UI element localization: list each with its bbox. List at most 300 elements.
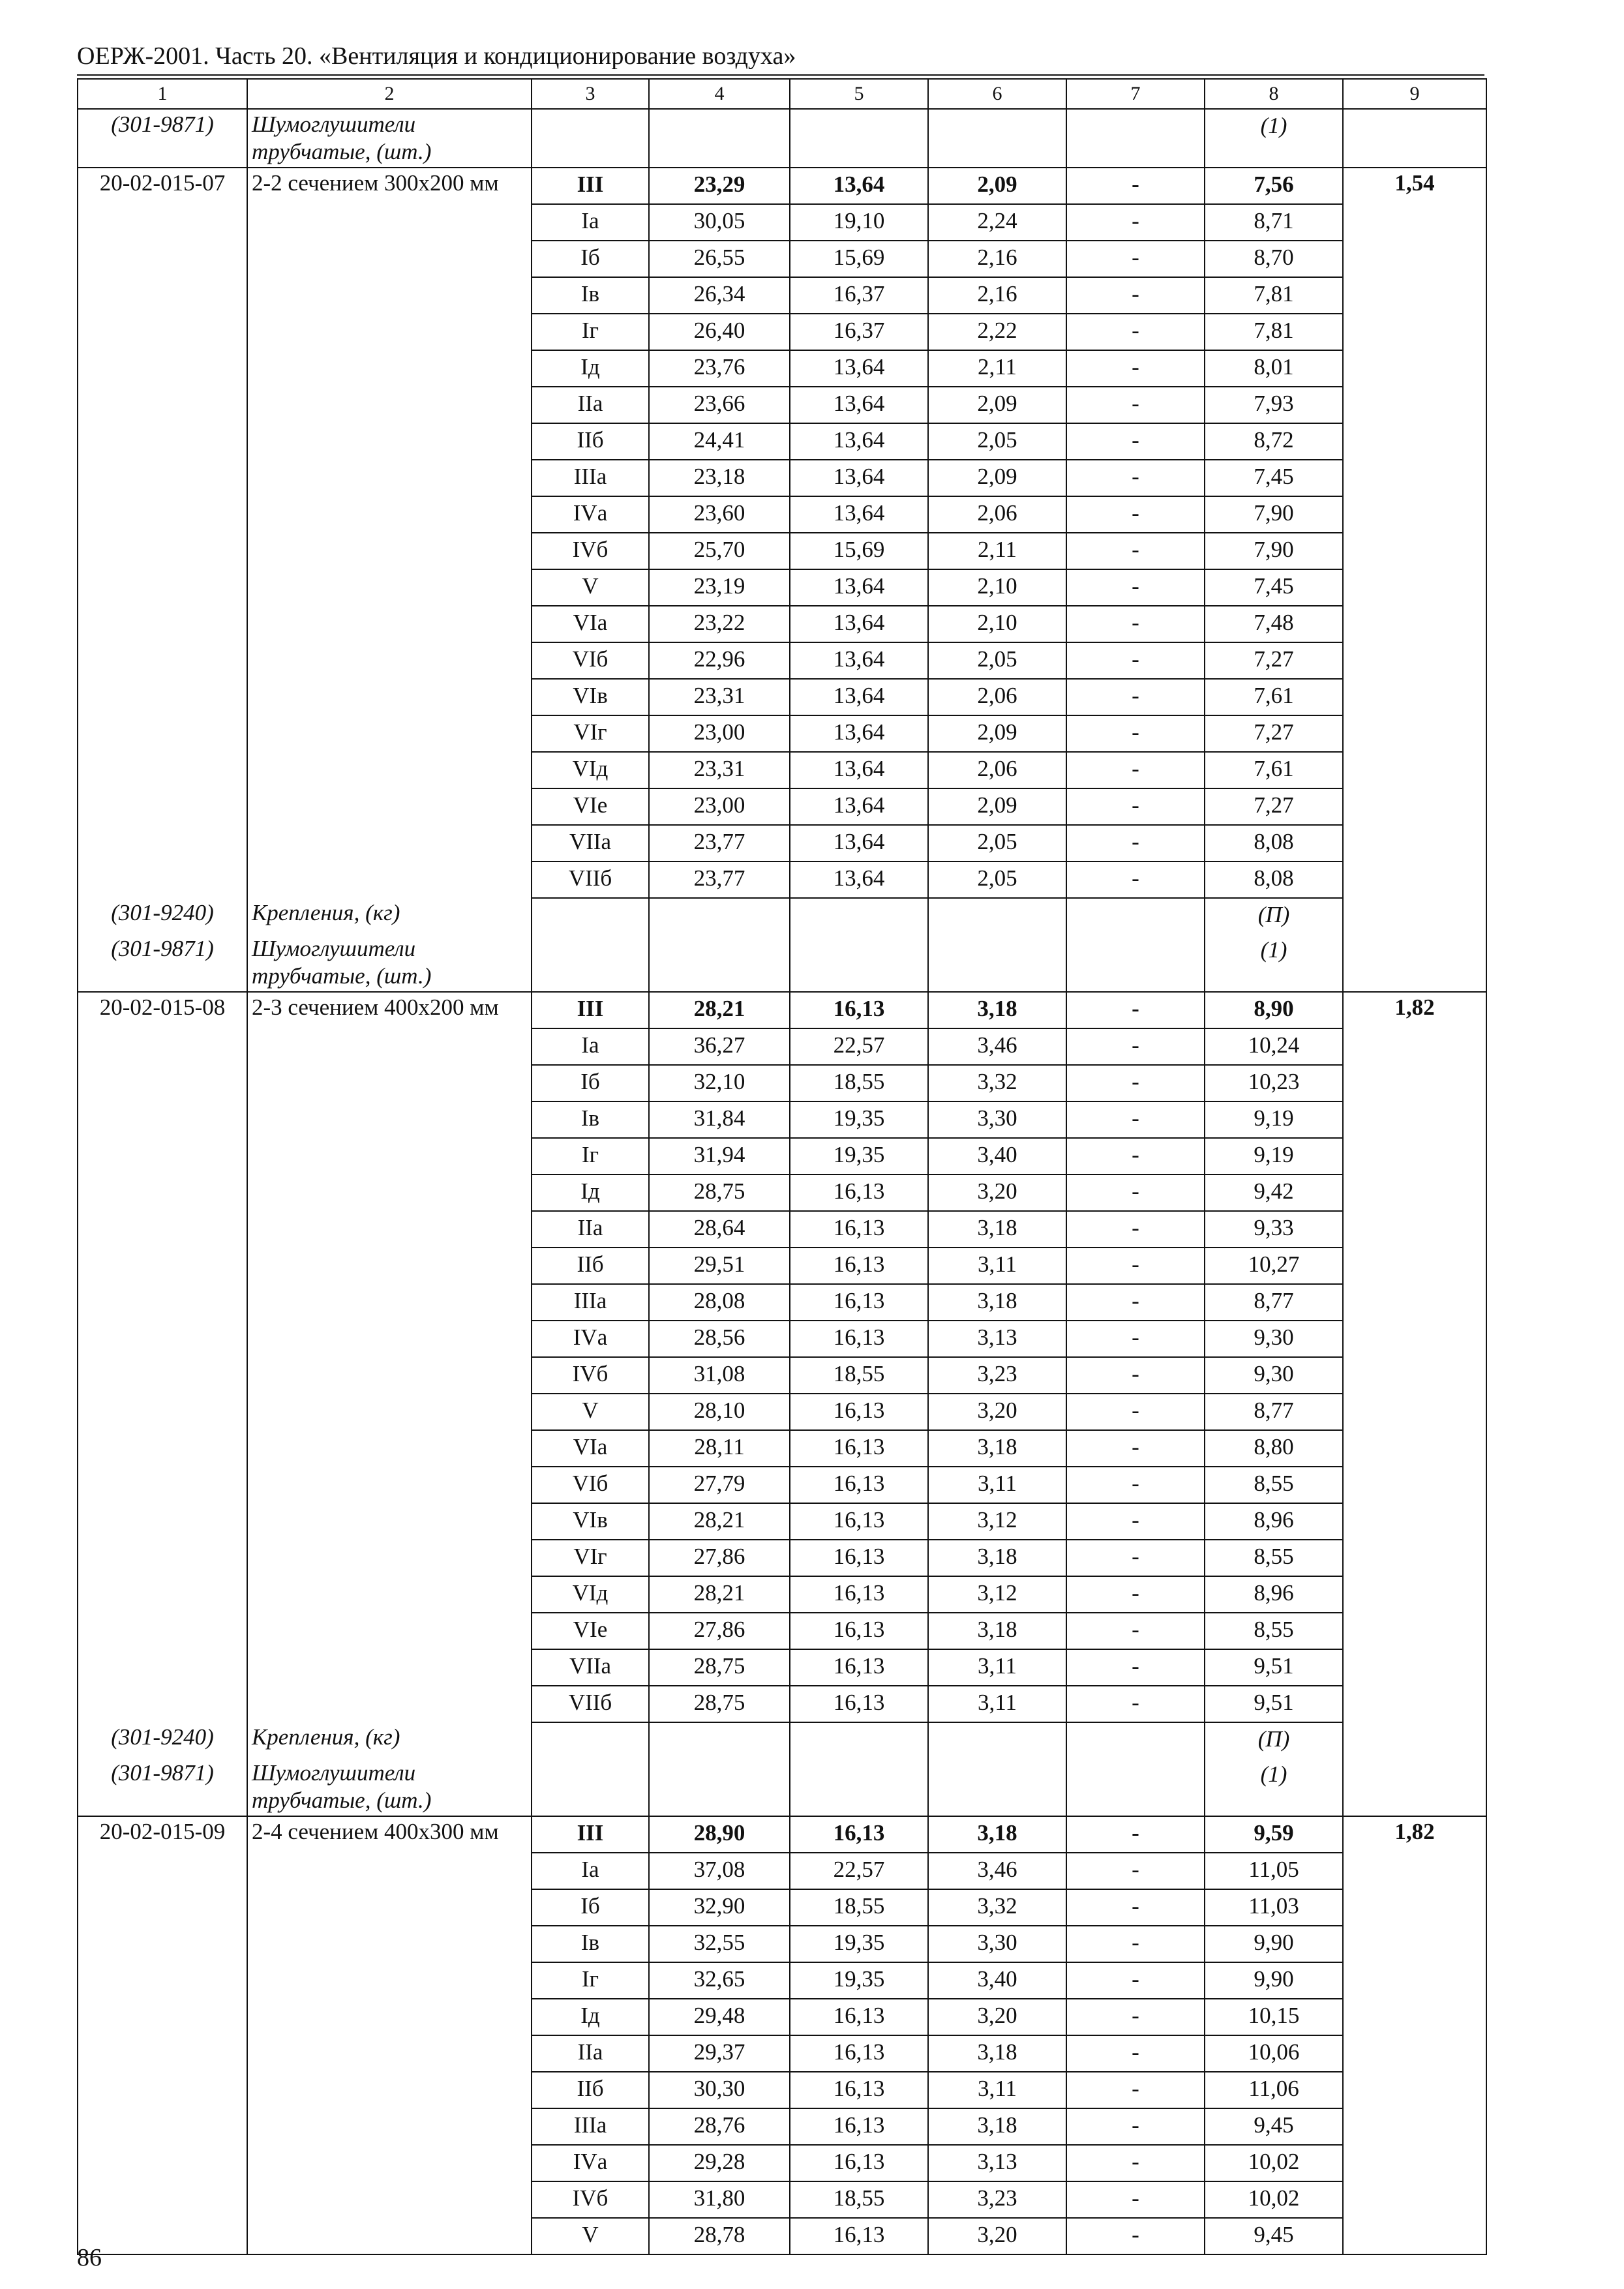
zone-cell: IIа: [532, 1211, 649, 1248]
zone-cell: Iб: [532, 241, 649, 277]
value-cell: 3,20: [928, 1394, 1066, 1430]
value-cell: -: [1066, 1467, 1205, 1503]
value-cell: 25,70: [649, 533, 790, 569]
zone-cell: VIа: [532, 1430, 649, 1467]
value-cell: 3,11: [928, 1248, 1066, 1284]
table-row: [78, 1503, 1486, 1540]
column-number: 1: [78, 79, 247, 109]
zone-cell: IIIа: [532, 1284, 649, 1321]
zone-cell: VIе: [532, 1613, 649, 1649]
value-cell: -: [1066, 1889, 1205, 1926]
value-cell: 18,55: [790, 1357, 928, 1394]
value-cell: 19,10: [790, 204, 928, 241]
table-row: [78, 314, 1486, 350]
table-row: [78, 679, 1486, 715]
note-row: [78, 1722, 1486, 1758]
value-cell: 1,82: [1343, 992, 1486, 1028]
value-cell: 11,05: [1205, 1853, 1343, 1889]
value-cell: 23,22: [649, 606, 790, 642]
value-cell: 10,02: [1205, 2181, 1343, 2218]
value-cell: 13,64: [790, 679, 928, 715]
table-row: [78, 1284, 1486, 1321]
value-cell: 28,78: [649, 2218, 790, 2254]
zone-cell: V: [532, 569, 649, 606]
value-cell: -: [1066, 2181, 1205, 2218]
zone-cell: VIг: [532, 715, 649, 752]
table-row: [78, 1321, 1486, 1357]
value-cell: 7,27: [1205, 715, 1343, 752]
value-cell: 10,02: [1205, 2145, 1343, 2181]
zone-cell: Iа: [532, 1028, 649, 1065]
table-row: [78, 861, 1486, 898]
table-row: [78, 1138, 1486, 1174]
zone-cell: Iг: [532, 1138, 649, 1174]
value-cell: 16,13: [790, 1394, 928, 1430]
value-cell: -: [1066, 752, 1205, 788]
value-cell: 13,64: [790, 788, 928, 825]
rate-name: 2-4 сечением 400x300 мм: [247, 1816, 532, 1853]
zone-cell: VIIб: [532, 1686, 649, 1722]
value-cell: 13,64: [790, 752, 928, 788]
value-cell: 19,35: [790, 1101, 928, 1138]
table-row: [78, 825, 1486, 861]
value-cell: 31,84: [649, 1101, 790, 1138]
value-cell: 7,90: [1205, 496, 1343, 533]
value-cell: 3,13: [928, 2145, 1066, 2181]
value-cell: 10,27: [1205, 1248, 1343, 1284]
value-cell: -: [1066, 1816, 1205, 1853]
value-cell: 3,18: [928, 1613, 1066, 1649]
table-row: [78, 496, 1486, 533]
value-cell: -: [1066, 1686, 1205, 1722]
table-body: [78, 79, 1486, 2254]
value-cell: 22,96: [649, 642, 790, 679]
value-cell: 16,13: [790, 1540, 928, 1576]
value-cell: 16,13: [790, 1576, 928, 1613]
value-cell: 27,79: [649, 1467, 790, 1503]
zone-cell: IIб: [532, 423, 649, 460]
value-cell: -: [1066, 1962, 1205, 1999]
value-cell: 3,30: [928, 1926, 1066, 1962]
note-code: (301-9240): [78, 898, 247, 934]
table-row: [78, 277, 1486, 314]
value-cell: 2,16: [928, 277, 1066, 314]
table-row: [78, 2145, 1486, 2181]
value-cell: 8,55: [1205, 1467, 1343, 1503]
value-cell: -: [1066, 642, 1205, 679]
value-cell: 16,13: [790, 2035, 928, 2072]
value-cell: 7,27: [1205, 642, 1343, 679]
value-cell: 3,20: [928, 1999, 1066, 2035]
value-cell: 8,77: [1205, 1394, 1343, 1430]
value-cell: 9,42: [1205, 1174, 1343, 1211]
table-row: [78, 642, 1486, 679]
value-cell: 16,13: [790, 1467, 928, 1503]
table-row: [78, 2035, 1486, 2072]
value-cell: 23,29: [649, 168, 790, 204]
table-row: [78, 1889, 1486, 1926]
value-cell: -: [1066, 1576, 1205, 1613]
value-cell: 2,06: [928, 496, 1066, 533]
value-cell: 36,27: [649, 1028, 790, 1065]
value-cell: 3,20: [928, 2218, 1066, 2254]
value-cell: 2,09: [928, 788, 1066, 825]
table-row: [78, 1101, 1486, 1138]
table-row: [78, 2218, 1486, 2254]
value-cell: 3,18: [928, 1430, 1066, 1467]
value-cell: 28,21: [649, 1576, 790, 1613]
value-cell: 32,90: [649, 1889, 790, 1926]
note-name: Крепления, (кг): [247, 898, 532, 934]
value-cell: 26,55: [649, 241, 790, 277]
value-cell: 19,35: [790, 1926, 928, 1962]
value-cell: 16,37: [790, 314, 928, 350]
zone-cell: Iб: [532, 1889, 649, 1926]
zone-cell: Iа: [532, 204, 649, 241]
value-cell: 23,19: [649, 569, 790, 606]
value-cell: 13,64: [790, 715, 928, 752]
table-row: [78, 1816, 1486, 1853]
table-row: [78, 1686, 1486, 1722]
value-cell: -: [1066, 1999, 1205, 2035]
value-cell: -: [1066, 387, 1205, 423]
zone-cell: IIIа: [532, 460, 649, 496]
value-cell: 9,90: [1205, 1962, 1343, 1999]
value-cell: 8,08: [1205, 825, 1343, 861]
value-cell: 32,65: [649, 1962, 790, 1999]
zone-cell: IIа: [532, 387, 649, 423]
zone-cell: Iг: [532, 314, 649, 350]
zone-cell: IIб: [532, 2072, 649, 2108]
value-cell: 7,56: [1205, 168, 1343, 204]
value-cell: 16,37: [790, 277, 928, 314]
value-cell: 28,75: [649, 1649, 790, 1686]
table-row: [78, 606, 1486, 642]
note-code: (301-9871): [78, 934, 247, 992]
value-cell: 29,28: [649, 2145, 790, 2181]
value-cell: 8,80: [1205, 1430, 1343, 1467]
value-cell: 3,30: [928, 1101, 1066, 1138]
value-cell: 2,05: [928, 825, 1066, 861]
value-cell: 13,64: [790, 861, 928, 898]
value-cell: -: [1066, 1174, 1205, 1211]
value-cell: 9,19: [1205, 1138, 1343, 1174]
zone-cell: VIв: [532, 679, 649, 715]
zone-cell: V: [532, 2218, 649, 2254]
value-cell: 24,41: [649, 423, 790, 460]
value-cell: 3,12: [928, 1503, 1066, 1540]
value-cell: 2,24: [928, 204, 1066, 241]
page-number: 86: [77, 2244, 102, 2271]
table-row: [78, 1394, 1486, 1430]
column-number-row: [78, 79, 1486, 109]
value-cell: 3,23: [928, 1357, 1066, 1394]
value-cell: 3,11: [928, 1467, 1066, 1503]
zone-cell: Iа: [532, 1853, 649, 1889]
zone-cell: VIд: [532, 752, 649, 788]
table-row: [78, 1174, 1486, 1211]
table-row: [78, 1576, 1486, 1613]
column-number: 5: [790, 79, 928, 109]
value-cell: 15,69: [790, 533, 928, 569]
value-cell: 16,13: [790, 1321, 928, 1357]
rates-table: [77, 78, 1487, 2255]
column-number: 7: [1066, 79, 1205, 109]
value-cell: 7,45: [1205, 569, 1343, 606]
value-cell: 11,06: [1205, 2072, 1343, 2108]
value-cell: 2,05: [928, 642, 1066, 679]
value-cell: 7,93: [1205, 387, 1343, 423]
value-cell: 9,30: [1205, 1357, 1343, 1394]
value-cell: 23,77: [649, 861, 790, 898]
value-cell: 2,09: [928, 460, 1066, 496]
value-cell: -: [1066, 1028, 1205, 1065]
table-row: [78, 460, 1486, 496]
value-cell: 28,10: [649, 1394, 790, 1430]
value-cell: 11,03: [1205, 1889, 1343, 1926]
note-code: (301-9871): [78, 109, 247, 168]
table-row: [78, 423, 1486, 460]
value-cell: -: [1066, 2145, 1205, 2181]
value-cell: 2,10: [928, 606, 1066, 642]
value-cell: 28,56: [649, 1321, 790, 1357]
value-cell: 32,10: [649, 1065, 790, 1101]
value-cell: 16,13: [790, 1816, 928, 1853]
value-cell: 23,18: [649, 460, 790, 496]
value-cell: 16,13: [790, 1613, 928, 1649]
zone-cell: III: [532, 168, 649, 204]
value-cell: 16,13: [790, 1686, 928, 1722]
zone-cell: IVб: [532, 2181, 649, 2218]
value-cell: 7,90: [1205, 533, 1343, 569]
value-cell: -: [1066, 2108, 1205, 2145]
value-cell: 2,09: [928, 715, 1066, 752]
value-cell: -: [1066, 350, 1205, 387]
value-cell: -: [1066, 861, 1205, 898]
value-cell: 7,48: [1205, 606, 1343, 642]
value-cell: 8,71: [1205, 204, 1343, 241]
value-cell: 16,13: [790, 1211, 928, 1248]
value-cell: 7,81: [1205, 277, 1343, 314]
note-code: (301-9871): [78, 1758, 247, 1816]
rate-code: 20-02-015-08: [78, 992, 247, 1028]
value-cell: 8,77: [1205, 1284, 1343, 1321]
value-cell: 9,33: [1205, 1211, 1343, 1248]
note-name: Шумоглушители трубчатые, (шт.): [247, 1758, 532, 1816]
value-cell: 10,23: [1205, 1065, 1343, 1101]
value-cell: 2,11: [928, 350, 1066, 387]
zone-cell: Iг: [532, 1962, 649, 1999]
value-cell: 1,82: [1343, 1816, 1486, 1853]
value-cell: 3,20: [928, 1174, 1066, 1211]
rate-name: 2-3 сечением 400x200 мм: [247, 992, 532, 1028]
value-cell: -: [1066, 679, 1205, 715]
zone-cell: VIб: [532, 1467, 649, 1503]
value-cell: 10,24: [1205, 1028, 1343, 1065]
value-cell: 27,86: [649, 1613, 790, 1649]
table-row: [78, 1613, 1486, 1649]
value-cell: 16,13: [790, 1174, 928, 1211]
table-row: [78, 387, 1486, 423]
value-cell: 7,81: [1205, 314, 1343, 350]
table-row: [78, 1999, 1486, 2035]
zone-cell: IVб: [532, 1357, 649, 1394]
value-cell: 3,18: [928, 1816, 1066, 1853]
value-cell: -: [1066, 1065, 1205, 1101]
note-value: (1): [1205, 109, 1343, 168]
value-cell: 23,00: [649, 715, 790, 752]
value-cell: 26,34: [649, 277, 790, 314]
zone-cell: VIг: [532, 1540, 649, 1576]
value-cell: 8,96: [1205, 1576, 1343, 1613]
zone-cell: Iв: [532, 1101, 649, 1138]
value-cell: 13,64: [790, 460, 928, 496]
value-cell: 8,96: [1205, 1503, 1343, 1540]
value-cell: 2,09: [928, 387, 1066, 423]
value-cell: -: [1066, 715, 1205, 752]
value-cell: 22,57: [790, 1028, 928, 1065]
value-cell: -: [1066, 1926, 1205, 1962]
column-number: 2: [247, 79, 532, 109]
value-cell: -: [1066, 1503, 1205, 1540]
value-cell: 9,90: [1205, 1926, 1343, 1962]
value-cell: 3,18: [928, 2035, 1066, 2072]
zone-cell: VIа: [532, 606, 649, 642]
column-number: 9: [1343, 79, 1486, 109]
value-cell: 3,11: [928, 1686, 1066, 1722]
value-cell: 9,51: [1205, 1649, 1343, 1686]
value-cell: 2,06: [928, 752, 1066, 788]
value-cell: 9,45: [1205, 2108, 1343, 2145]
note-row: [78, 934, 1486, 992]
value-cell: -: [1066, 992, 1205, 1028]
value-cell: 16,13: [790, 1248, 928, 1284]
value-cell: -: [1066, 2035, 1205, 2072]
value-cell: 13,64: [790, 569, 928, 606]
note-code: (301-9240): [78, 1722, 247, 1758]
note-value: (1): [1205, 1758, 1343, 1816]
table-row: [78, 241, 1486, 277]
zone-cell: IVа: [532, 1321, 649, 1357]
value-cell: -: [1066, 606, 1205, 642]
value-cell: 28,21: [649, 992, 790, 1028]
zone-cell: VIд: [532, 1576, 649, 1613]
table-row: [78, 1248, 1486, 1284]
value-cell: 31,08: [649, 1357, 790, 1394]
value-cell: 13,64: [790, 387, 928, 423]
value-cell: 16,13: [790, 1284, 928, 1321]
table-row: [78, 1357, 1486, 1394]
value-cell: 16,13: [790, 1503, 928, 1540]
value-cell: 23,00: [649, 788, 790, 825]
value-cell: -: [1066, 168, 1205, 204]
value-cell: 22,57: [790, 1853, 928, 1889]
value-cell: 19,35: [790, 1962, 928, 1999]
table-row: [78, 1028, 1486, 1065]
value-cell: 3,18: [928, 2108, 1066, 2145]
value-cell: 18,55: [790, 1889, 928, 1926]
note-value: (1): [1205, 934, 1343, 992]
column-number: 3: [532, 79, 649, 109]
value-cell: 2,22: [928, 314, 1066, 350]
zone-cell: III: [532, 992, 649, 1028]
value-cell: -: [1066, 1101, 1205, 1138]
value-cell: 10,06: [1205, 2035, 1343, 2072]
header-rule: [77, 74, 1484, 76]
rate-code: 20-02-015-09: [78, 1816, 247, 1853]
value-cell: -: [1066, 1321, 1205, 1357]
value-cell: 16,13: [790, 1999, 928, 2035]
value-cell: -: [1066, 1357, 1205, 1394]
table-row: [78, 1430, 1486, 1467]
value-cell: 28,21: [649, 1503, 790, 1540]
table-row: [78, 569, 1486, 606]
value-cell: 28,75: [649, 1686, 790, 1722]
table-row: [78, 1649, 1486, 1686]
value-cell: 8,01: [1205, 350, 1343, 387]
value-cell: 23,31: [649, 752, 790, 788]
value-cell: 27,86: [649, 1540, 790, 1576]
value-cell: 13,64: [790, 168, 928, 204]
value-cell: 23,60: [649, 496, 790, 533]
value-cell: -: [1066, 423, 1205, 460]
table-row: [78, 2072, 1486, 2108]
intro-note-row: [78, 109, 1486, 168]
zone-cell: Iд: [532, 1999, 649, 2035]
note-row: [78, 898, 1486, 934]
value-cell: -: [1066, 1138, 1205, 1174]
value-cell: 30,30: [649, 2072, 790, 2108]
value-cell: 10,15: [1205, 1999, 1343, 2035]
note-name: Шумоглушители трубчатые, (шт.): [247, 934, 532, 992]
table-row: [78, 1065, 1486, 1101]
value-cell: 16,13: [790, 2145, 928, 2181]
value-cell: 2,05: [928, 861, 1066, 898]
value-cell: 13,64: [790, 423, 928, 460]
value-cell: 13,64: [790, 350, 928, 387]
value-cell: -: [1066, 2072, 1205, 2108]
value-cell: 29,51: [649, 1248, 790, 1284]
value-cell: -: [1066, 1430, 1205, 1467]
zone-cell: VIIб: [532, 861, 649, 898]
note-name: Шумоглушители трубчатые, (шт.): [247, 109, 532, 168]
value-cell: 16,13: [790, 1649, 928, 1686]
value-cell: -: [1066, 1248, 1205, 1284]
table-row: [78, 204, 1486, 241]
value-cell: 23,66: [649, 387, 790, 423]
value-cell: 26,40: [649, 314, 790, 350]
column-number: 4: [649, 79, 790, 109]
zone-cell: VIб: [532, 642, 649, 679]
value-cell: -: [1066, 1211, 1205, 1248]
value-cell: 7,45: [1205, 460, 1343, 496]
value-cell: -: [1066, 1613, 1205, 1649]
page-header: ОЕРЖ-2001. Часть 20. «Вентиляция и кондиционирование воздуха»: [77, 42, 796, 70]
zone-cell: IIб: [532, 1248, 649, 1284]
zone-cell: Iв: [532, 277, 649, 314]
table-row: [78, 533, 1486, 569]
value-cell: 30,05: [649, 204, 790, 241]
zone-cell: VIIа: [532, 825, 649, 861]
table-row: [78, 715, 1486, 752]
zone-cell: IVа: [532, 496, 649, 533]
value-cell: 8,08: [1205, 861, 1343, 898]
value-cell: -: [1066, 277, 1205, 314]
value-cell: 28,11: [649, 1430, 790, 1467]
value-cell: -: [1066, 241, 1205, 277]
value-cell: 3,46: [928, 1028, 1066, 1065]
note-value: (П): [1205, 1722, 1343, 1758]
